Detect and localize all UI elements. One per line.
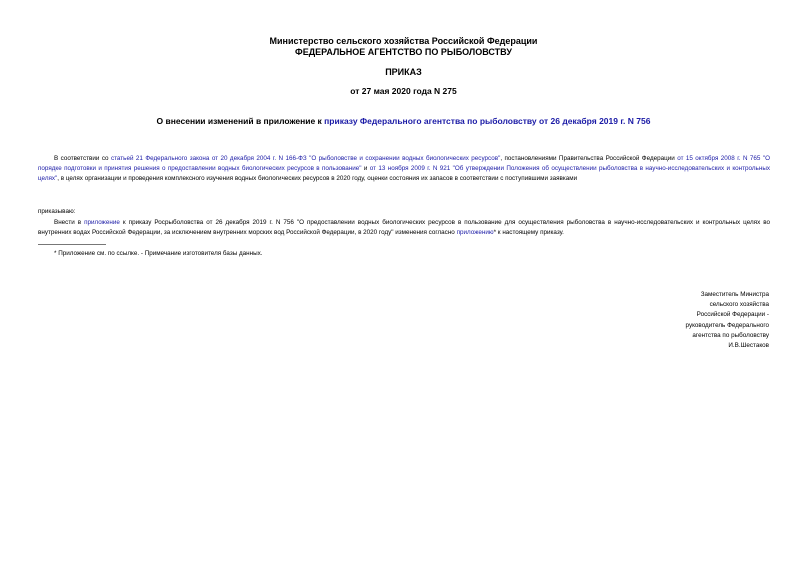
preamble-text-2: , постановлениями Правительства Российской Федерации	[500, 155, 678, 162]
body-text-1: Внести в	[54, 219, 85, 226]
federal-law-link[interactable]: статьей 21 Федерального закона от 20 декабря 2004 г. N 166-ФЗ "О рыболовстве и сохранении водных биологических ресурсов"	[110, 155, 501, 162]
footnote: * Приложение см. по ссылке. - Примечание изготовителя базы данных.	[54, 250, 263, 257]
resolution-765-link[interactable]: от 15 октября 2008 г. N 765 "О порядке подготовки и принятия решения о предоставлении водных биологических ресурсов в пользование"	[38, 155, 770, 172]
body-text-3: * к настоящему приказу.	[493, 229, 564, 236]
preamble-text-1: В соответствии со	[54, 155, 111, 162]
signature-line: агентства по рыболовству	[692, 331, 769, 339]
signatory-name: И.В.Шестаков	[728, 342, 769, 350]
date-number-heading: от 27 мая 2020 года N 275	[350, 86, 457, 96]
body-text-2: к приказу Росрыболовства от 26 декабря 2019 г. N 756 "О предоставлении водных биологических ресурсов в пользование для осуществления рыболовства в научно-исследовательских и контрольных целях во внутренних водах Российской Федерации, за исключением внутренних морских вод Российской Федерации, в 2020 году" изменения согласно	[38, 219, 770, 236]
footnote-divider	[38, 244, 106, 245]
title-order-link[interactable]: приказу Федерального агентства по рыболовству от 26 декабря 2019 г. N 756	[324, 116, 651, 126]
signature-line: Заместитель Министра	[700, 291, 769, 298]
doc-type-heading: ПРИКАЗ	[385, 67, 422, 77]
resolution-921-link[interactable]: от 13 ноября 2009 г. N 921 "Об утверждении Положения об осуществлении рыболовства в научно-исследовательских и контрольных целях"	[38, 165, 770, 182]
signature-line: Российской Федерации -	[696, 311, 769, 319]
annex-link[interactable]: приложению	[456, 229, 494, 236]
order-body-paragraph	[38, 218, 770, 238]
document-title	[0, 116, 807, 126]
preamble-text-3: и	[361, 165, 370, 172]
signature-block	[569, 290, 769, 351]
order-word: приказываю:	[38, 208, 76, 215]
appendix-link[interactable]: приложение	[84, 219, 120, 226]
title-prefix: О внесении изменений в приложение к	[156, 116, 325, 126]
agency-heading: ФЕДЕРАЛЬНОЕ АГЕНТСТВО ПО РЫБОЛОВСТВУ	[295, 47, 512, 57]
ministry-heading: Министерство сельского хозяйства Российской Федерации	[269, 36, 538, 46]
preamble-paragraph	[38, 154, 770, 184]
preamble-text-4: , в целях организации и проведения комплексного изучения водных биологических ресурсов в 2020 году, оценки состояния их запасов в соответствии с поступившими заявками	[57, 175, 578, 182]
signature-line: сельского хозяйства	[709, 301, 769, 309]
signature-line: руководитель Федерального	[685, 321, 769, 329]
